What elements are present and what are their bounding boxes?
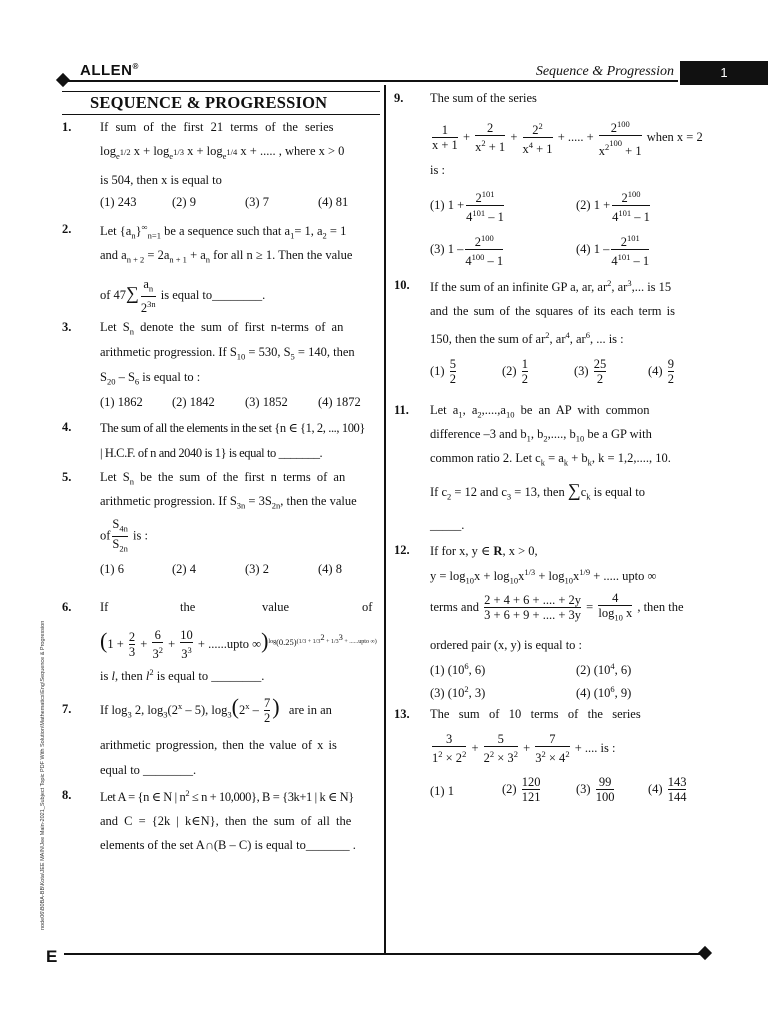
allen-logo: ALLEN® (80, 62, 139, 79)
option[interactable]: (2) 9 (172, 195, 196, 209)
question-text: is : (430, 163, 445, 177)
question-word: the (180, 600, 196, 614)
question-math: $\frac{3}{1^2 \times 2^2}$ + $\frac{5}{2^2 \times 3^2}$ + $\frac{7}{3^2 \times 4^2}$ + .... is : (432, 732, 616, 766)
question-math: $\log_{e^{1/2}} x + \log_{e^{1/3}} x + \log_{e^{1/4}} x$ + ..... , where x > 0 (100, 144, 345, 161)
question-text: elements of the set A∩(B – C) is equal to_______ . (100, 838, 356, 852)
option[interactable]: (1) ($10^6$, 6) (430, 661, 486, 678)
option[interactable]: (1) 6 (100, 562, 124, 576)
option[interactable]: (2) $\frac{120}{121}$ (502, 775, 541, 804)
question-text: The sum of the series (430, 91, 537, 105)
option[interactable]: (4) 1 – $\frac{2^{101}}{4^{101} - 1}$ (576, 233, 650, 269)
option[interactable]: (1) 1 (430, 784, 454, 798)
option[interactable]: (3) $\frac{25}{2}$ (574, 357, 607, 386)
option[interactable]: (2) $\frac{1}{2}$ (502, 357, 528, 386)
option[interactable]: (4) 8 (318, 562, 342, 576)
title-rule-bottom (62, 114, 380, 115)
title-rule-top (62, 91, 380, 92)
question-text: arithmetic progression. If $S_{10} = 530$, $S_5 = 140$, then (100, 345, 355, 362)
question-word: of (362, 600, 373, 614)
option[interactable]: (2) ($10^4$, 6) (576, 661, 632, 678)
question-number: 9. (394, 91, 404, 105)
question-number: 1. (62, 120, 72, 134)
option[interactable]: (1) 1862 (100, 395, 143, 409)
question-number: 11. (394, 403, 409, 417)
question-text: If sum of the first 21 terms of the series (100, 120, 334, 134)
question-text: $y = \log_{10}x + \log_{10}x^{1/3} + \log_{10}x^{1/9}$ + ..... upto ∞ (430, 567, 657, 586)
question-text: Let $S_n$ be the sum of the first n terms of an (100, 470, 346, 487)
question-text: If for x, y ∈ R, x > 0, (430, 544, 538, 558)
option[interactable]: (2) 1 + $\frac{2^{100}}{4^{101} - 1}$ (576, 189, 650, 225)
section-title: SEQUENCE & PROGRESSION (90, 93, 328, 112)
question-text: Let A = {n ∈ N | $n^2 \le n + 10,000$}, B = {3k+1 | k ∈ N} (100, 788, 354, 805)
question-number: 10. (394, 278, 410, 292)
question-number: 2. (62, 222, 72, 236)
question-number: 8. (62, 788, 72, 802)
option[interactable]: (4) $\frac{143}{144}$ (648, 775, 687, 804)
question-text: The sum of all the elements in the set {n ∈ {1, 2, ..., 100} (100, 421, 366, 435)
option[interactable]: (1) 243 (100, 195, 137, 209)
option[interactable]: (1) $\frac{5}{2}$ (430, 357, 456, 386)
question-text: Let $S_n$ denote the sum of first n-terms of an (100, 320, 344, 337)
option[interactable]: (4) 1872 (318, 395, 361, 409)
question-text: arithmetic progression. If $S_{3n} = 3S_{2n}$, then the value (100, 494, 357, 511)
question-text: common ratio 2. Let $c_k = a_k + b_k$, k = 1,2,...., 10. (430, 451, 671, 468)
question-math: $\frac{1}{x + 1}$ + $\frac{2}{x^2 + 1}$ + $\frac{2^2}{x^4 + 1}$ + ..... + $\frac{2^{100}}{x^{2^{100}} + 1}$ when x = 2 (432, 119, 703, 159)
question-number: 12. (394, 543, 410, 557)
question-math: If $c_2 = 12$ and $c_3 = 13$, then $\sum c_k$ is equal to (430, 480, 646, 502)
question-text: is l, then $l^2$ is equal to ________. (100, 667, 265, 684)
question-text: is 504, then x is equal to (100, 173, 222, 187)
column-divider (384, 85, 386, 953)
question-word: value (262, 600, 290, 614)
question-math: of $\frac{S_{4n}}{S_{2n}}$ is : (100, 517, 148, 553)
footer-rule (64, 953, 702, 955)
question-text: difference –3 and $b_1$, $b_2$,...., $b_{10}$ be a GP with (430, 427, 652, 444)
option[interactable]: (2) 1842 (172, 395, 215, 409)
option[interactable]: (4) ($10^6$, 9) (576, 684, 632, 701)
page-number: 1 (680, 61, 768, 85)
question-text: | H.C.F. of n and 2040 is 1} is equal to _______. (100, 446, 323, 460)
option[interactable]: (2) 4 (172, 562, 196, 576)
question-text: and the sum of the squares of its each term is (430, 304, 675, 318)
question-number: 7. (62, 702, 72, 716)
option[interactable]: (3) 2 (245, 562, 269, 576)
header-rule (64, 80, 678, 82)
question-text: arithmetic progression, then the value of x is (100, 738, 337, 752)
option[interactable]: (3) 1852 (245, 395, 288, 409)
question-word: If (100, 600, 109, 614)
question-number: 3. (62, 320, 72, 334)
question-text: and C = {2k | k∈N}, then the sum of all the (100, 814, 352, 828)
question-math: terms and $\frac{2 + 4 + 6 + .... + 2y}{3 + 6 + 9 + .... + 3y}$ = $\frac{4}{\log_{10} x}$ , then the (430, 591, 684, 623)
question-text: _____. (430, 518, 465, 532)
question-text: $S_{20} - S_6$ is equal to : (100, 370, 201, 387)
question-number: 4. (62, 420, 72, 434)
question-text: Let $\{a_n\}^\infty_{n=1}$ be a sequence such that $a_1= 1$, $a_2 = 1$ (100, 222, 347, 241)
option[interactable]: (3) $\frac{99}{100}$ (576, 775, 615, 804)
option[interactable]: (3) 1 – $\frac{2^{100}}{4^{100} - 1}$ (430, 233, 504, 269)
question-number: 6. (62, 600, 72, 614)
question-text: Let $a_1$, $a_2,....,a_{10}$ be an AP with common (430, 403, 650, 420)
question-math: of 47∑ $\frac{a_n}{2^{3n}}$ is equal to________. (100, 277, 266, 315)
question-text: equal to ________. (100, 763, 197, 777)
footer-diamond-right (698, 946, 712, 960)
question-text: If the sum of an infinite GP a, ar, $ar^2$, $ar^3$,... is 15 (430, 278, 672, 295)
chapter-title: Sequence & Progression (535, 64, 674, 79)
footer-letter: E (46, 947, 58, 966)
side-path-text: node06\B0BA-BB\Kota\JEE MAIN\Jee Main-2021_Subject Topic PDF With Solution\Mathematics\Eng\Sequence & Progression (40, 620, 46, 930)
question-text: ordered pair (x, y) is equal to : (430, 638, 583, 652)
option[interactable]: (4) 81 (318, 195, 349, 209)
question-math: If $\log_3 2$, $\log_3(2^x - 5)$, $\log_3(2^x$ – $\frac{7}{2}$ ) are in an (100, 694, 332, 726)
question-number: 5. (62, 470, 72, 484)
option[interactable]: (3) 7 (245, 195, 269, 209)
question-number: 13. (394, 707, 410, 721)
question-text: and $a_{n + 2} = 2a_{n + 1} + a_n$ for all n ≥ 1. Then the value (100, 248, 353, 265)
option[interactable]: (3) ($10^2$, 3) (430, 684, 486, 701)
question-math: (1 + $\frac{2}{3}$ + $\frac{6}{3^2}$ + $\frac{10}{3^3}$ + ......upto ∞)$^{log_{(0.25)}(1/3 + 1/3^2 + 1/3^3 + ......upto \infty)}$ (100, 628, 377, 662)
question-text: The sum of 10 terms of the series (430, 707, 641, 721)
option[interactable]: (4) $\frac{9}{2}$ (648, 357, 674, 386)
option[interactable]: (1) 1 + $\frac{2^{101}}{4^{101} - 1}$ (430, 189, 504, 225)
question-text: 150, then the sum of $ar^2$, $ar^4$, $ar^6$, ... is : (430, 330, 624, 347)
